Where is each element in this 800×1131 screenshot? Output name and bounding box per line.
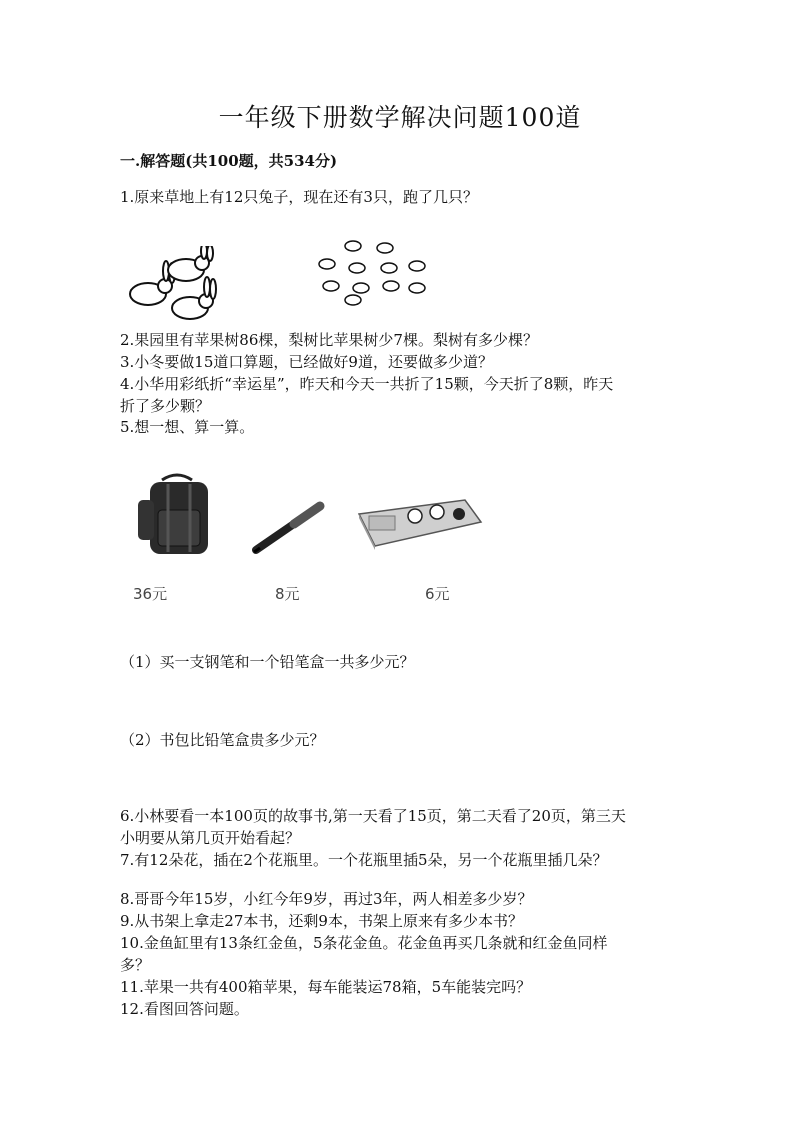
backpack-price: 36元	[133, 585, 168, 603]
question-4-line-1: 4.小华用彩纸折“幸运星”，昨天和今天一共折了15颗，今天折了8颗，昨天	[120, 375, 614, 393]
question-10-line-2: 多？	[120, 956, 151, 974]
pen-price: 8元	[275, 585, 300, 603]
pen-image	[250, 500, 326, 556]
backpack-image	[132, 470, 222, 556]
question-5: 5.想一想、算一算。	[120, 418, 255, 436]
pencil-box-image	[355, 492, 485, 552]
question-5-part-2: （2）书包比铅笔盒贵多少元？	[120, 731, 325, 749]
question-8: 8.哥哥今年15岁，小红今年9岁，再过3年，两人相差多少岁？	[120, 890, 533, 908]
page-title: 一年级下册数学解决问题100道	[218, 103, 582, 132]
question-5-part-1: （1）买一支钢笔和一个铅笔盒一共多少元？	[120, 653, 415, 671]
rabbits-group-right-image	[313, 236, 433, 308]
question-12: 12.看图回答问题。	[120, 1000, 249, 1018]
question-1: 1.原来草地上有12只兔子，现在还有3只，跑了几只？	[120, 188, 478, 206]
question-4-line-2: 折了多少颗？	[120, 397, 211, 415]
question-9: 9.从书架上拿走27本书，还剩9本，书架上原来有多少本书？	[120, 912, 523, 930]
pencil-box-price: 6元	[425, 585, 450, 603]
rabbits-group-left-image	[118, 246, 233, 328]
question-10-line-1: 10.金鱼缸里有13条红金鱼，5条花金鱼。花金鱼再买几条就和红金鱼同样	[120, 934, 608, 952]
question-2: 2.果园里有苹果树86棵，梨树比苹果树少7棵。梨树有多少棵？	[120, 331, 538, 349]
question-6-line-1: 6.小林要看一本100页的故事书,第一天看了15页，第二天看了20页，第三天	[120, 807, 626, 825]
section-heading: 一.解答题(共100题，共534分)	[120, 152, 338, 170]
question-3: 3.小冬要做15道口算题，已经做好9道，还要做多少道？	[120, 353, 493, 371]
question-11: 11.苹果一共有400箱苹果，每车能装运78箱，5车能装完吗？	[120, 978, 532, 996]
question-6-line-2: 小明要从第几页开始看起？	[120, 829, 301, 847]
question-7: 7.有12朵花，插在2个花瓶里。一个花瓶里插5朵，另一个花瓶里插几朵？	[120, 851, 608, 869]
